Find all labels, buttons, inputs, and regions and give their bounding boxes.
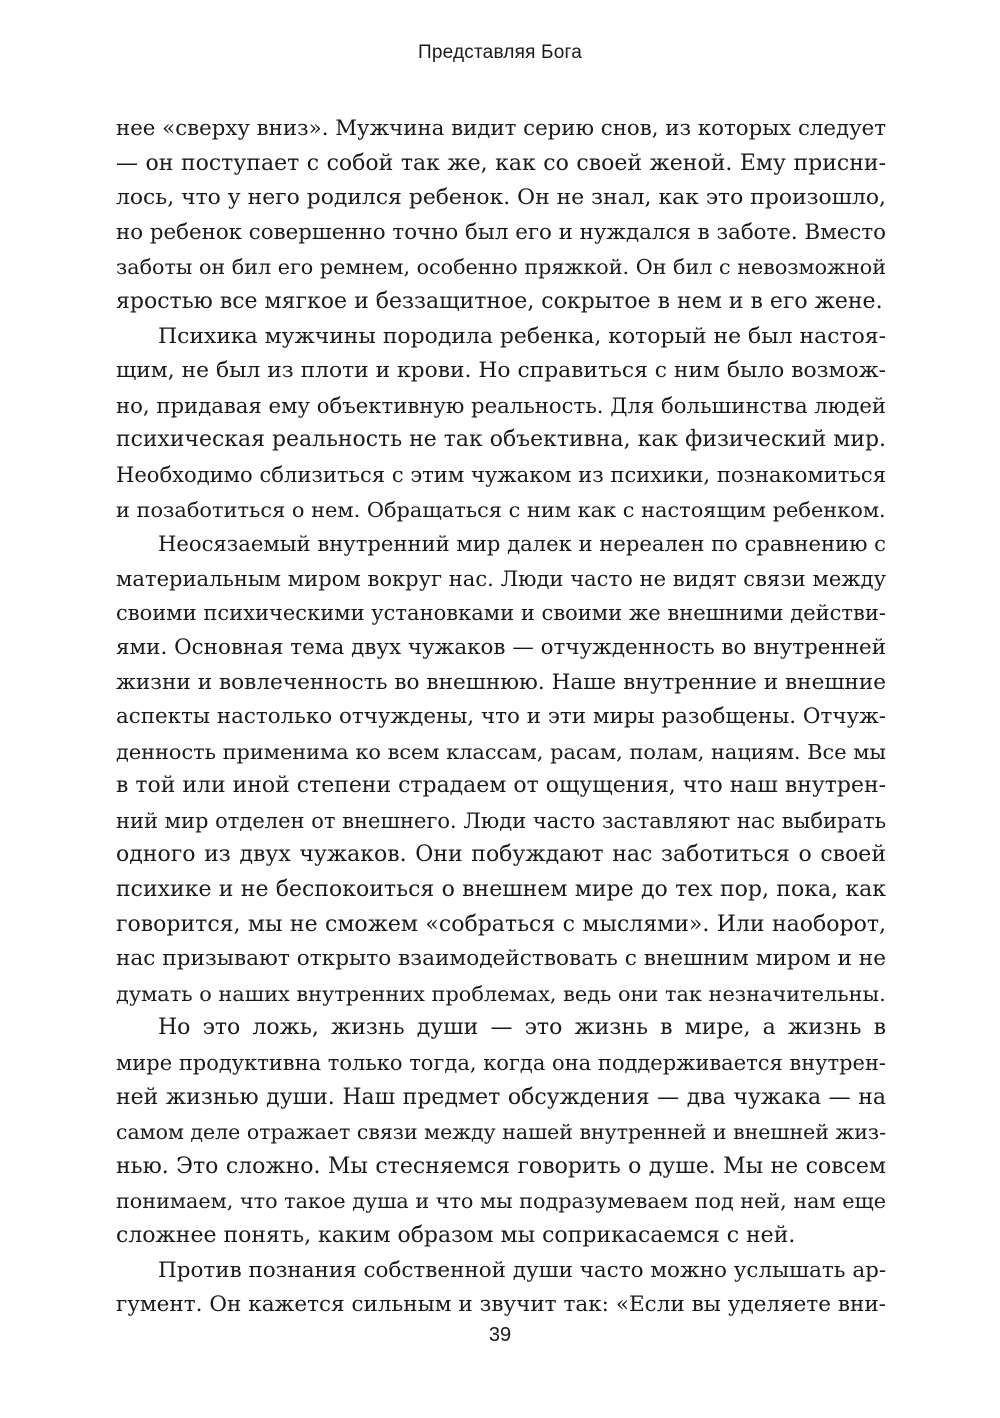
text-line: Необходимо сблизиться с этим чужаком из психики, познакомиться	[116, 461, 886, 487]
text-line: — он поступает с собой так же, как со своей женой. Ему присни-	[116, 150, 886, 176]
text-line: мире продуктивна только тогда, когда она поддерживается внутрен-	[116, 1051, 886, 1076]
paragraph	[116, 527, 886, 1011]
text-line: лось, что у него родился ребенок. Он не знал, как это произошло,	[116, 185, 886, 211]
paragraph	[116, 1254, 886, 1323]
text-line: Против познания собственной души часто можно услышать ар-	[158, 1257, 887, 1283]
text-line: нас призывают открыто взаимодействовать с внешним миром и не	[116, 946, 886, 972]
text-line: понимаем, что такое душа и что мы подразумеваем под ней, нам еще	[116, 1189, 887, 1214]
text-line: психике и не беспокоиться о внешнем мире до тех пор, пока, как	[116, 877, 886, 903]
running-head: Представляя Бога	[418, 42, 582, 63]
text-line: сложнее понять, каким образом мы соприкасаемся с ней.	[116, 1223, 796, 1248]
text-line: одного из двух чужаков. Они побуждают нас заботиться о своей	[116, 842, 886, 868]
text-line: щим, не был из плоти и крови. Но справиться с ним было возмож-	[116, 358, 886, 384]
text-line: материальным миром вокруг нас. Люди часто не видят связи между	[116, 565, 886, 591]
text-line: ями. Основная тема двух чужаков — отчужденность во внутренней	[116, 634, 886, 660]
text-line: думать о наших внутренних проблемах, ведь они так незначительны.	[116, 981, 886, 1006]
paragraph	[116, 112, 886, 320]
paragraph	[116, 1011, 886, 1253]
text-line: психическая реальность не так объективна, как физический мир.	[116, 427, 886, 453]
text-line: самом деле отражает связи между нашей внутренней и внешней жиз-	[116, 1120, 886, 1145]
text-line: в той или иной степени страдаем от ощущения, что наш внутрен-	[116, 773, 886, 799]
text-line: но ребенок совершенно точно был его и нуждался в заботе. Вместо	[116, 219, 886, 245]
text-line: нее «сверху вниз». Мужчина видит серию снов, из которых следует	[116, 116, 887, 141]
text-line: и позаботиться о нем. Обращаться с ним как с настоящим ребенком.	[116, 497, 886, 522]
page-number: 39	[488, 1324, 512, 1346]
paragraph	[116, 320, 886, 528]
text-line: но, придавая ему объективную реальность. Для большинства людей	[116, 392, 886, 418]
text-line: аспекты настолько отчуждены, что и эти миры разобщены. Отчуж-	[116, 704, 886, 730]
text-line: денность применима ко всем классам, расам, полам, нациям. Все мы	[116, 739, 886, 764]
body-text	[116, 112, 886, 1323]
text-line: Но это ложь, жизнь души — это жизнь в мире, а жизнь в	[158, 1015, 886, 1041]
text-line: говорится, мы не сможем «собраться с мыслями». Или наоборот,	[116, 911, 886, 937]
text-line: Неосязаемый внутренний мир далек и нереален по сравнению с	[158, 531, 887, 557]
text-line: заботы он бил его ремнем, особенно пряжкой. Он бил с невозможной	[116, 255, 886, 280]
text-line: Психика мужчины породила ребенка, который не был настоя-	[158, 323, 886, 349]
text-line: яростью все мягкое и беззащитное, сокрытое в нем и в его жене.	[116, 288, 883, 314]
text-line: жизни и вовлеченность во внешнюю. Наше внутренние и внешние	[116, 669, 886, 695]
text-line: нью. Это сложно. Мы стесняемся говорить о душе. Мы не совсем	[116, 1153, 886, 1179]
text-line: ней жизнью души. Наш предмет обсуждения — два чужака — на	[116, 1084, 886, 1110]
text-line: своими психическими установками и своими же внешними действи-	[116, 600, 886, 626]
text-line: гумент. Он кажется сильным и звучит так: «Если вы уделяете вни-	[116, 1292, 886, 1318]
text-line: ний мир отделен от внешнего. Люди часто заставляют нас выбирать	[116, 808, 886, 833]
